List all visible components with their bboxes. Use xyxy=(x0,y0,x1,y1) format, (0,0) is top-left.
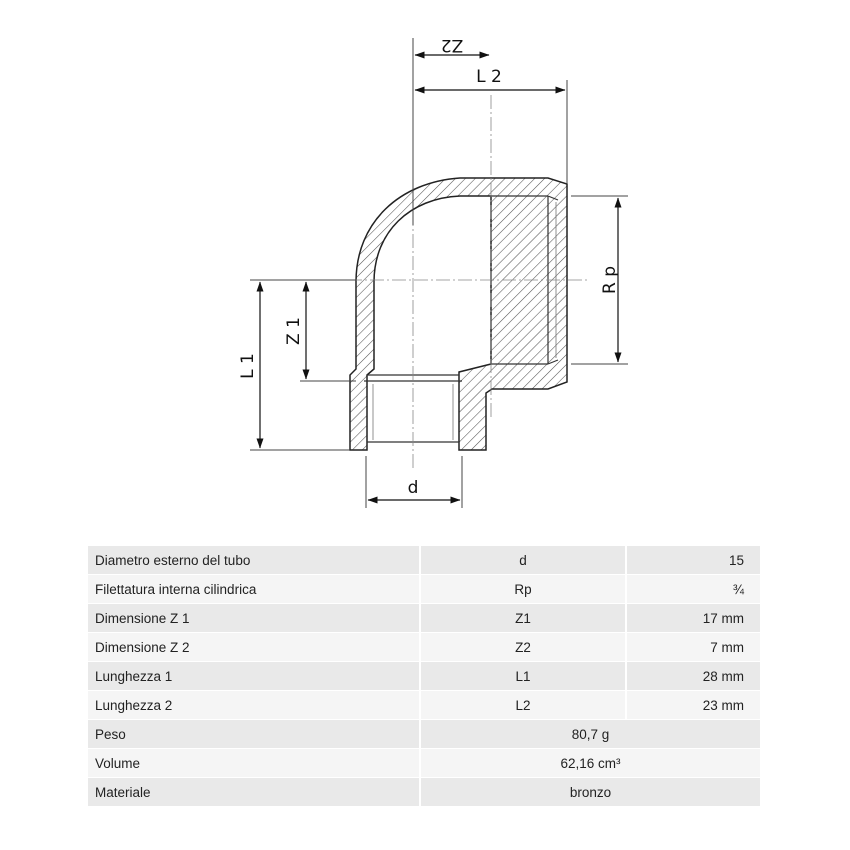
spec-symbol: Z1 xyxy=(421,604,627,632)
spec-label: Volume xyxy=(88,749,421,777)
table-row xyxy=(88,575,762,603)
spec-label: Filettatura interna cilindrica xyxy=(88,575,421,603)
table-row xyxy=(88,633,762,661)
spec-table xyxy=(88,545,762,807)
spec-label: Lunghezza 2 xyxy=(88,691,421,719)
table-row xyxy=(88,778,762,806)
spec-value: bronzo xyxy=(421,778,762,806)
spec-value: 62,16 cm³ xyxy=(421,749,762,777)
spec-symbol: Rp xyxy=(421,575,627,603)
rp-label: R p xyxy=(600,265,620,295)
spec-label: Dimensione Z 2 xyxy=(88,633,421,661)
elbow-wall-section xyxy=(350,178,567,450)
table-row xyxy=(88,691,762,719)
z1-label: Z 1 xyxy=(284,317,304,345)
l2-label: L 2 xyxy=(476,67,502,87)
l1-label: L 1 xyxy=(238,353,258,379)
table-row xyxy=(88,546,762,574)
spec-label: Materiale xyxy=(88,778,421,806)
spec-label: Diametro esterno del tubo xyxy=(88,546,421,574)
extension-lines xyxy=(250,38,628,508)
z2-label: Z2 xyxy=(440,35,464,55)
spec-value: 28 mm xyxy=(627,662,762,690)
spec-symbol: Z2 xyxy=(421,633,627,661)
spec-symbol: L1 xyxy=(421,662,627,690)
spec-label: Lunghezza 1 xyxy=(88,662,421,690)
spec-label: Peso xyxy=(88,720,421,748)
spec-value: 7 mm xyxy=(627,633,762,661)
spec-value: 80,7 g xyxy=(421,720,762,748)
table-row xyxy=(88,749,762,777)
spec-value: 15 xyxy=(627,546,762,574)
spec-value: 17 mm xyxy=(627,604,762,632)
spec-symbol: L2 xyxy=(421,691,627,719)
table-row xyxy=(88,662,762,690)
spec-value: ¾ xyxy=(627,575,762,603)
d-label: d xyxy=(407,478,419,498)
spec-symbol: d xyxy=(421,546,627,574)
table-row xyxy=(88,720,762,748)
spec-value: 23 mm xyxy=(627,691,762,719)
table-row xyxy=(88,604,762,632)
spec-label: Dimensione Z 1 xyxy=(88,604,421,632)
